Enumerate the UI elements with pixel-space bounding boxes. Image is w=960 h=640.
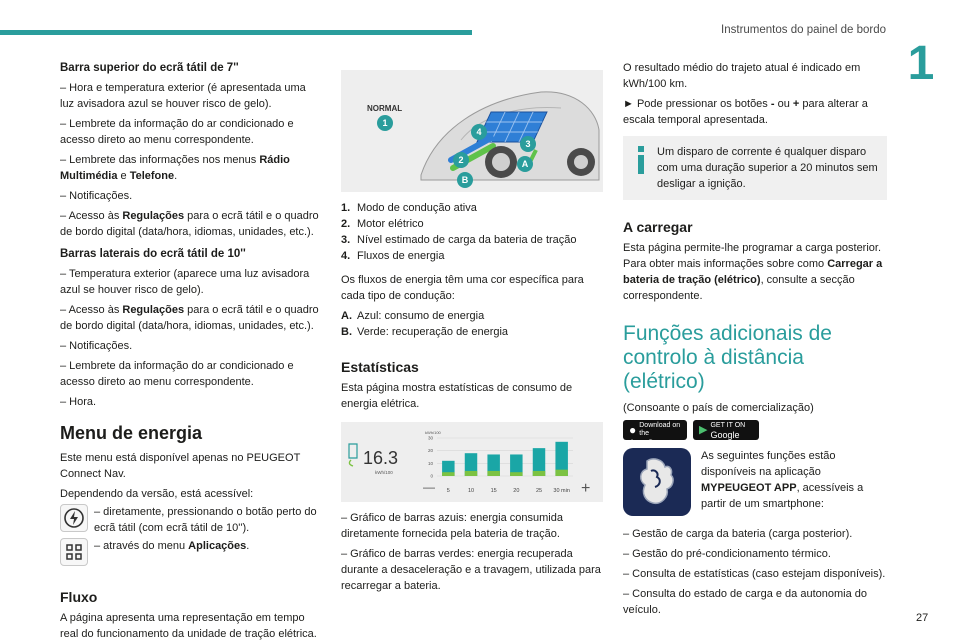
x-tick-label: 10 <box>467 488 475 494</box>
access-option-direct <box>60 504 322 536</box>
list-item: 2. Motor elétrico <box>341 218 424 230</box>
list-item: – Acesso às Regulações para o ecrã tátil e o quadro de bordo digital (data/hora, idiomas, unidades, etc.). <box>60 304 319 332</box>
paragraph: Este menu está disponível apenas no PEUGEOT Connect Nav. <box>60 452 301 480</box>
stats-bar-chart <box>341 422 603 502</box>
y-axis-label: kWh/100 <box>425 430 441 435</box>
energy-menu-title: Menu de energia <box>60 423 203 443</box>
list-item: – Gestão de carga da bateria (carga posterior). <box>623 528 853 540</box>
y-tick-label: 20 <box>427 448 433 454</box>
list-item: 1. Modo de condução ativa <box>341 202 477 214</box>
figure-marker: 4 <box>476 127 482 137</box>
bar-recovered <box>487 471 499 476</box>
paragraph: ► Pode pressionar os botões - ou + para alterar a escala temporal apresentada. <box>623 98 868 126</box>
list-item: A. Azul: consumo de energia <box>341 310 485 322</box>
section-title: Barras laterais do ecrã tátil de 10'' <box>60 248 246 260</box>
energy-button-icon <box>60 504 88 532</box>
bar-recovered <box>555 470 567 476</box>
figure-marker: 1 <box>382 118 388 128</box>
x-tick-label: 15 <box>490 488 497 494</box>
y-tick-label: 30 <box>427 435 433 441</box>
readout-value: 16.3 <box>363 448 399 468</box>
paragraph: O resultado médio do trajeto atual é indicado em kWh/100 km. <box>623 62 861 90</box>
bar-recovered <box>510 472 522 476</box>
apps-grid-icon <box>60 538 88 566</box>
info-icon <box>633 146 649 174</box>
x-tick-label: 30 min <box>553 488 570 494</box>
list-item: 4. Fluxos de energia <box>341 250 445 262</box>
list-item: – Gestão do pré-condicionamento térmico. <box>623 548 831 560</box>
paragraph: A página apresenta uma representação em tempo real do funcionamento da unidade de tração elétrica. <box>60 612 317 640</box>
apple-icon: ● <box>629 423 637 437</box>
bar-recovered <box>533 471 545 476</box>
list-item: 3. Nível estimado de carga da bateria de tração <box>341 234 577 246</box>
app-info <box>623 448 887 516</box>
country-note: (Consoante o país de comercialização) <box>623 402 814 414</box>
figure-marker: B <box>461 175 469 185</box>
column-1 <box>60 54 322 640</box>
store-badges <box>623 420 887 450</box>
list-item: B. Verde: recuperação de energia <box>341 326 509 338</box>
list-item: – Notificações. <box>60 340 133 352</box>
chart-icon <box>349 444 357 466</box>
header-title: Instrumentos do painel de bordo <box>721 24 886 36</box>
info-text: Um disparo de corrente é qualquer disparo com uma duração superior a 20 minutos sem desligar a ignição. <box>657 146 878 190</box>
list-item: – Lembrete da informação do ar condicionado e acesso direto ao menu correspondente. <box>60 360 294 388</box>
paragraph: Dependendo da versão, está acessível: <box>60 488 254 500</box>
header-accent-bar <box>0 30 472 35</box>
y-tick-label: 0 <box>430 473 433 479</box>
list-item: – Notificações. <box>60 190 133 202</box>
list-item: – Gráfico de barras azuis: energia consumida diretamente fornecida pela bateria de tração. <box>341 512 563 540</box>
play-icon: ▶ <box>699 424 708 436</box>
option-text: – diretamente, pressionando o botão perto do ecrã tátil (com ecrã tátil de 10''). <box>94 506 317 534</box>
list-item: – Lembrete da informação do ar condicionado e acesso direto ao menu correspondente. <box>60 118 294 146</box>
stats-title: Estatísticas <box>341 359 419 375</box>
flow-colors-list <box>341 308 603 340</box>
google-play-badge[interactable]: ▶ GET IT ON Google Play <box>693 420 759 440</box>
section-title: Barra superior do ecrã tátil de 7'' <box>60 62 239 74</box>
bar-recovered <box>465 471 477 476</box>
charge-title: A carregar <box>623 219 693 235</box>
legend-list <box>341 200 603 264</box>
app-store-badge[interactable]: ● Download on the App Store <box>623 420 687 440</box>
paragraph: Esta página permite-lhe programar a carga posterior. Para obter mais informações sobre como Carregar a bateria de tração (elétrico), consulte a secção correspondente. <box>623 242 883 302</box>
option-text: – através do menu Aplicações. <box>94 540 250 552</box>
flux-title: Fluxo <box>60 589 98 605</box>
plus-button[interactable]: + <box>581 480 591 497</box>
chapter-number: 1 <box>907 37 935 90</box>
list-item: – Acesso às Regulações para o ecrã tátil e o quadro de bordo digital (data/hora, idiomas, unidades, etc.). <box>60 210 319 238</box>
x-tick-label: 5 <box>446 488 450 494</box>
paragraph: Os fluxos de energia têm uma cor específica para cada tipo de condução: <box>341 274 584 302</box>
list-item: – Hora e temperatura exterior (é apresentada uma luz avisadora azul se houver risco de gelo). <box>60 82 306 110</box>
list-item: – Temperatura exterior (aparece uma luz avisadora azul se houver risco de gelo). <box>60 268 310 296</box>
access-option-apps <box>60 538 322 566</box>
figure-marker: 2 <box>458 155 464 165</box>
y-tick-label: 10 <box>427 460 433 466</box>
page-number: 27 <box>916 612 929 624</box>
remote-functions-title: Funções adicionais de controlo à distância (elétrico) <box>623 322 832 393</box>
list-item: – Consulta do estado de carga e da autonomia do veículo. <box>623 588 868 616</box>
peugeot-app-icon <box>623 448 691 516</box>
bar-recovered <box>442 472 454 476</box>
readout-unit: kWh/100 <box>375 470 393 475</box>
figure-marker: 3 <box>525 139 531 149</box>
drive-mode-label: NORMAL <box>367 104 403 113</box>
column-3 <box>623 60 887 622</box>
x-tick-label: 25 <box>535 488 543 494</box>
minus-button[interactable]: — <box>423 480 435 494</box>
app-text: As seguintes funções estão disponíveis na aplicação MYPEUGEOT APP, acessíveis a partir de um smartphone: <box>701 450 864 510</box>
x-tick-label: 20 <box>513 488 520 494</box>
list-item: – Consulta de estatísticas (caso estejam disponíveis). <box>623 568 886 580</box>
info-box <box>623 136 887 200</box>
figure-marker: A <box>521 159 529 169</box>
column-2 <box>341 54 603 598</box>
stats-chart-figure <box>341 422 603 502</box>
list-item: – Hora. <box>60 396 97 408</box>
list-item: – Gráfico de barras verdes: energia recuperada durante a desaceleração e a travagem, utilizada para recarregar a bateria. <box>341 548 601 592</box>
energy-flow-figure <box>341 70 603 192</box>
list-item: – Lembrete das informações nos menus Rádio Multimédia e Telefone. <box>60 154 290 182</box>
paragraph: Esta página mostra estatísticas de consumo de energia elétrica. <box>341 382 573 410</box>
